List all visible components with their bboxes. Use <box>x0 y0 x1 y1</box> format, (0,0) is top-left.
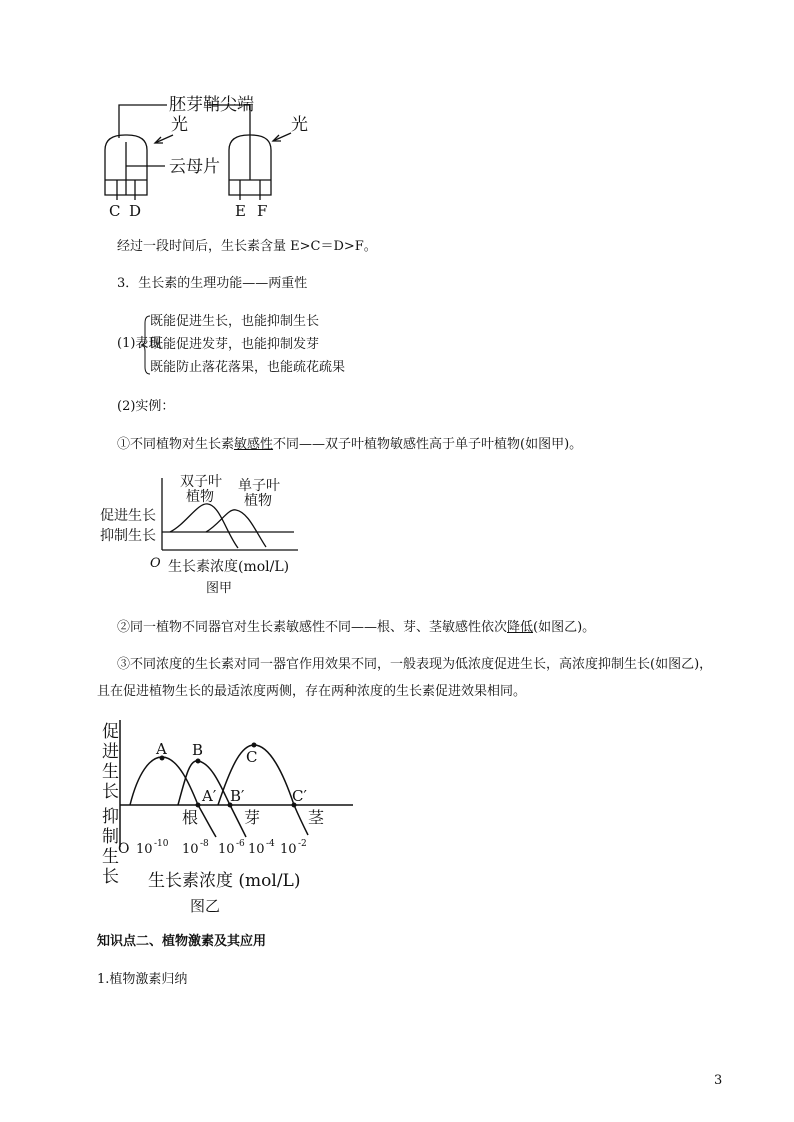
label-promote: 促进生长 <box>100 508 156 524</box>
example-1: ①不同植物对生长素敏感性不同——双子叶植物敏感性高于单子叶植物(如图甲)。 <box>117 437 583 452</box>
example-3-line2: 且在促进植物生长的最适浓度两侧，存在两种浓度的生长素促进效果相同。 <box>97 684 527 699</box>
coleoptile-diagram <box>95 90 325 220</box>
label-a-prime: A′ <box>202 787 217 805</box>
monocot-curve <box>206 510 266 547</box>
expression-item-3: 既能防止落花落果，也能疏花疏果 <box>150 360 346 375</box>
label-monocot-2: 植物 <box>244 493 272 509</box>
tick-2-exp: -8 <box>200 839 209 849</box>
knowledge-2-title: 知识点二、植物激素及其应用 <box>97 934 267 949</box>
jia-xlabel: 生长素浓度(mol/L) <box>168 559 290 575</box>
inhibit-char-1: 抑 <box>102 807 119 827</box>
point-a-prime <box>196 803 201 808</box>
item-1: 1.植物激素归纳 <box>97 972 188 987</box>
tick-5-exp: -2 <box>298 839 307 849</box>
example-3-line1: ③不同浓度的生长素对同一器官作用效果不同，一般表现为低浓度促进生长，高浓度抑制生长(如图乙)， <box>117 657 713 672</box>
label-d: D <box>129 202 142 220</box>
yi-xlabel: 生长素浓度 (mol/L) <box>148 871 301 891</box>
tick-1-base: 10 <box>136 842 153 857</box>
label-dicot-1: 双子叶 <box>180 474 222 490</box>
promote-char-2: 进 <box>102 742 119 762</box>
tick-1-exp: -10 <box>154 839 169 849</box>
label-monocot-1: 单子叶 <box>238 478 280 494</box>
yi-origin: O <box>118 841 130 857</box>
label-bud: 芽 <box>244 808 261 827</box>
tick-2-base: 10 <box>182 842 199 857</box>
point-b <box>196 759 201 764</box>
promote-char-3: 生 <box>102 762 119 782</box>
label-f: F <box>257 202 268 220</box>
jia-caption: 图甲 <box>206 581 233 596</box>
page-number: 3 <box>714 1073 723 1088</box>
inhibit-char-3: 生 <box>102 847 119 867</box>
tick-5-base: 10 <box>280 842 297 857</box>
label-root: 根 <box>182 808 199 827</box>
label-b-prime: B′ <box>230 787 245 805</box>
tick-3-exp: -6 <box>236 839 245 849</box>
label-light-right: 光 <box>291 115 308 135</box>
promote-char-1: 促 <box>102 722 119 742</box>
tick-3-base: 10 <box>218 842 235 857</box>
label-inhibit: 抑制生长 <box>100 528 156 544</box>
examples-label: (2)实例： <box>117 399 175 414</box>
expression-item-1: 既能促进生长，也能抑制生长 <box>150 314 320 329</box>
figure-yi <box>98 715 363 920</box>
result-text: 经过一段时间后，生长素含量 E>C＝D>F。 <box>117 239 377 254</box>
label-stem: 茎 <box>308 808 325 827</box>
label-c: C <box>109 202 121 220</box>
expression-item-2: 既能促进发芽，也能抑制发芽 <box>150 337 320 352</box>
label-mica: 云母片 <box>169 157 220 177</box>
promote-char-4: 长 <box>102 782 119 802</box>
example-2: ②同一植物不同器官对生长素敏感性不同——根、芽、茎敏感性依次降低(如图乙)。 <box>117 620 596 635</box>
yi-caption: 图乙 <box>190 897 221 915</box>
inhibit-char-2: 制 <box>102 827 119 847</box>
tick-4-exp: -4 <box>266 839 275 849</box>
label-c-prime: C′ <box>292 787 307 805</box>
inhibit-char-4: 长 <box>102 867 119 887</box>
figure-jia <box>98 470 318 600</box>
expression-label: (1)表现 <box>117 336 162 351</box>
label-tip: 胚芽鞘尖端 <box>169 95 254 115</box>
label-a: A <box>156 740 167 758</box>
tick-4-base: 10 <box>248 842 265 857</box>
jia-origin: O <box>150 556 161 571</box>
section-3-title: 3．生长素的生理功能——两重性 <box>117 276 308 291</box>
label-light-left: 光 <box>171 115 188 135</box>
point-c <box>252 743 257 748</box>
label-dicot-2: 植物 <box>186 489 214 505</box>
dicot-curve <box>170 504 238 548</box>
label-e: E <box>235 202 246 220</box>
label-b: B <box>192 741 204 759</box>
label-c: C <box>246 748 258 766</box>
